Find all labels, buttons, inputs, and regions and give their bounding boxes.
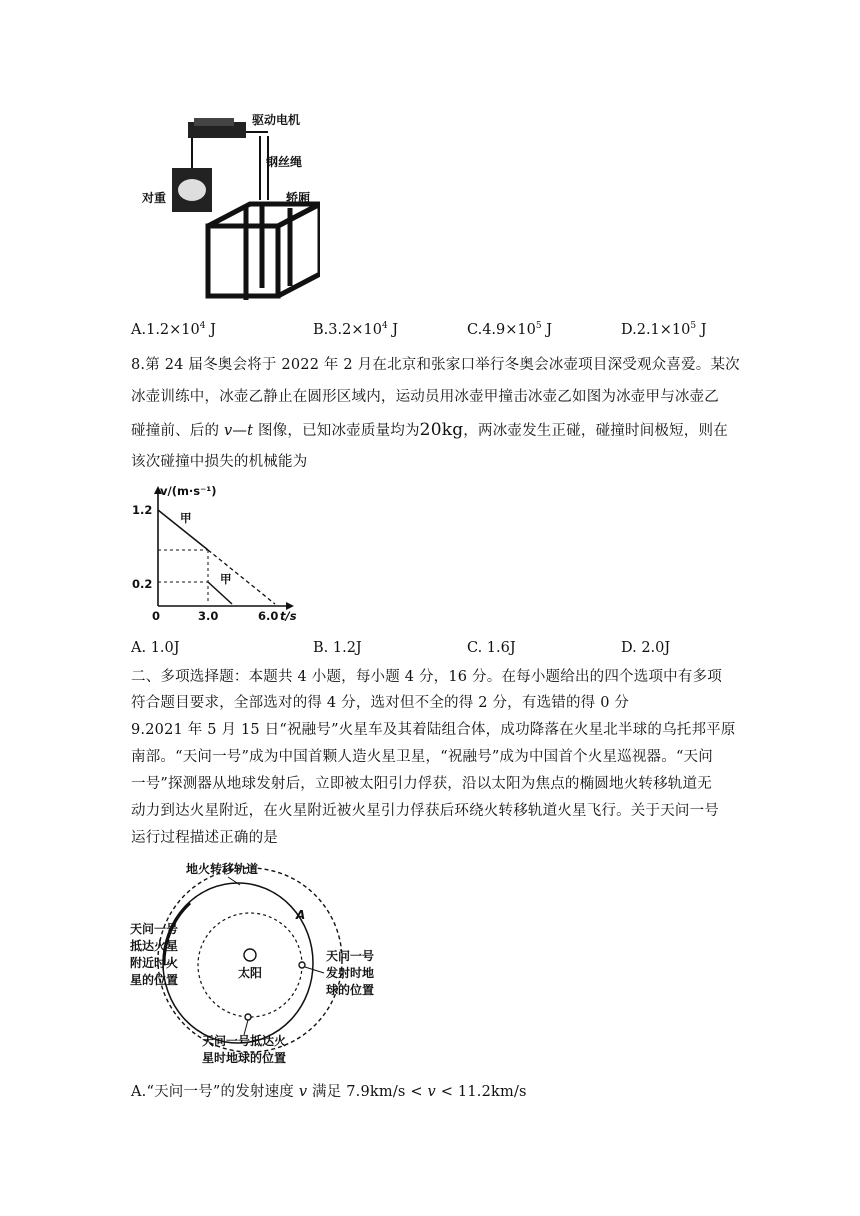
section2-line-2: 符合题目要求，全部选对的得 4 分，选对但不全的得 2 分，有选错的得 0 分 xyxy=(131,695,630,711)
label-mars-3: 附近时火 xyxy=(130,956,179,970)
label-earth-launch-3: 球的位置 xyxy=(326,983,375,997)
label-earth-arrival-2: 星时地球的位置 xyxy=(202,1051,287,1065)
label-sun: 太阳 xyxy=(238,966,263,980)
q8-line-3: 碰撞前、后的 v—t 图像，已知冰壶质量均为20kg，两冰壶发生正碰，碰撞时间极短，则在 xyxy=(131,420,728,440)
elevator-car xyxy=(208,204,320,300)
label-earth-launch-2: 发射时地 xyxy=(326,966,375,980)
q8-line-1: 8.第 24 届冬奥会将于 2022 年 2 月在北京和张家口举行冬奥会冰壶项目深受观众喜爱。某次 xyxy=(131,357,740,373)
q8-option-b[interactable]: B. 1.2J xyxy=(313,640,362,656)
y-axis-label: v/(m·s⁻¹) xyxy=(160,484,217,498)
label-mars-2: 抵达火星 xyxy=(130,939,179,953)
q9-option-a[interactable]: A.“天问一号”的发射速度 v 满足 7.9km/s < v < 11.2km/s xyxy=(131,1084,527,1100)
q8-option-d[interactable]: D. 2.0J xyxy=(621,640,671,656)
label-motor: 驱动电机 xyxy=(252,113,301,127)
y-tick-1-2: 1.2 xyxy=(132,503,153,517)
q8-option-a[interactable]: A. 1.0J xyxy=(131,640,180,656)
section2-line-1: 二、多项选择题：本题共 4 小题，每小题 4 分，16 分。在每小题给出的四个选项中有多项 xyxy=(131,669,722,685)
vt-graph xyxy=(128,480,298,625)
label-jia-before: 甲 xyxy=(180,511,192,525)
q7-option-d[interactable]: $D.2.1\times 10^5$ J xyxy=(621,321,707,338)
label-rope: 钢丝绳 xyxy=(266,155,303,169)
q9-line-3: 一号”探测器从地球发射后，立即被太阳引力俘获，沿以太阳为焦点的椭圆地火转移轨道无 xyxy=(131,776,712,792)
x-tick-6: 6.0 xyxy=(258,609,279,623)
earth-arrival-point xyxy=(245,1014,251,1020)
label-mars-4: 星的位置 xyxy=(130,973,179,987)
y-tick-0-2: 0.2 xyxy=(132,577,153,591)
q7-option-a[interactable]: $A.1.2\times 10^4$ J xyxy=(131,321,216,338)
label-earth-launch-1: 天问一号 xyxy=(326,949,375,963)
sun xyxy=(244,949,256,961)
elevator-figure xyxy=(140,108,320,308)
label-jia-after: 甲 xyxy=(220,572,232,586)
earth-orbit xyxy=(198,913,302,1017)
label-counterweight: 对重 xyxy=(142,191,167,205)
label-mars-1: 天问一号 xyxy=(130,922,179,936)
orbit-figure xyxy=(130,855,400,1075)
q7-option-c[interactable]: $C.4.9\times 10^5$ J xyxy=(467,321,553,338)
label-car: 轿厢 xyxy=(286,191,311,205)
label-point-a: A xyxy=(296,908,306,922)
x-tick-3: 3.0 xyxy=(198,609,219,623)
q9-line-2: 南部。“天问一号”成为中国首颗人造火星卫星，“祝融号”成为中国首个火星巡视器。“天问 xyxy=(131,749,713,765)
label-transfer-orbit: 地火转移轨道 xyxy=(186,862,259,876)
origin-label: 0 xyxy=(152,609,161,623)
q9-line-5: 运行过程描述正确的是 xyxy=(131,830,278,846)
q9-line-1: 9.2021 年 5 月 15 日“祝融号”火星车及其着陆组合体，成功降落在火星北半球的乌托邦平原 xyxy=(131,722,736,738)
x-axis-label: t/s xyxy=(280,609,297,623)
earth-launch-point xyxy=(299,962,305,968)
q8-option-c[interactable]: C. 1.6J xyxy=(467,640,516,656)
q9-line-4: 动力到达火星附近，在火星附近被火星引力俘获后环绕火转移轨道火星飞行。关于天问一号 xyxy=(131,803,719,819)
q8-line-2: 冰壶训练中，冰壶乙静止在圆形区域内，运动员用冰壶甲撞击冰壶乙如图为冰壶甲与冰壶乙 xyxy=(131,389,719,405)
q7-option-b[interactable]: $B.3.2\times 10^4$ J xyxy=(313,321,399,338)
q8-line-4: 该次碰撞中损失的机械能为 xyxy=(131,454,308,470)
line-jia-extension xyxy=(208,550,275,604)
label-earth-arrival-1: 天问一号抵达火 xyxy=(202,1034,287,1048)
